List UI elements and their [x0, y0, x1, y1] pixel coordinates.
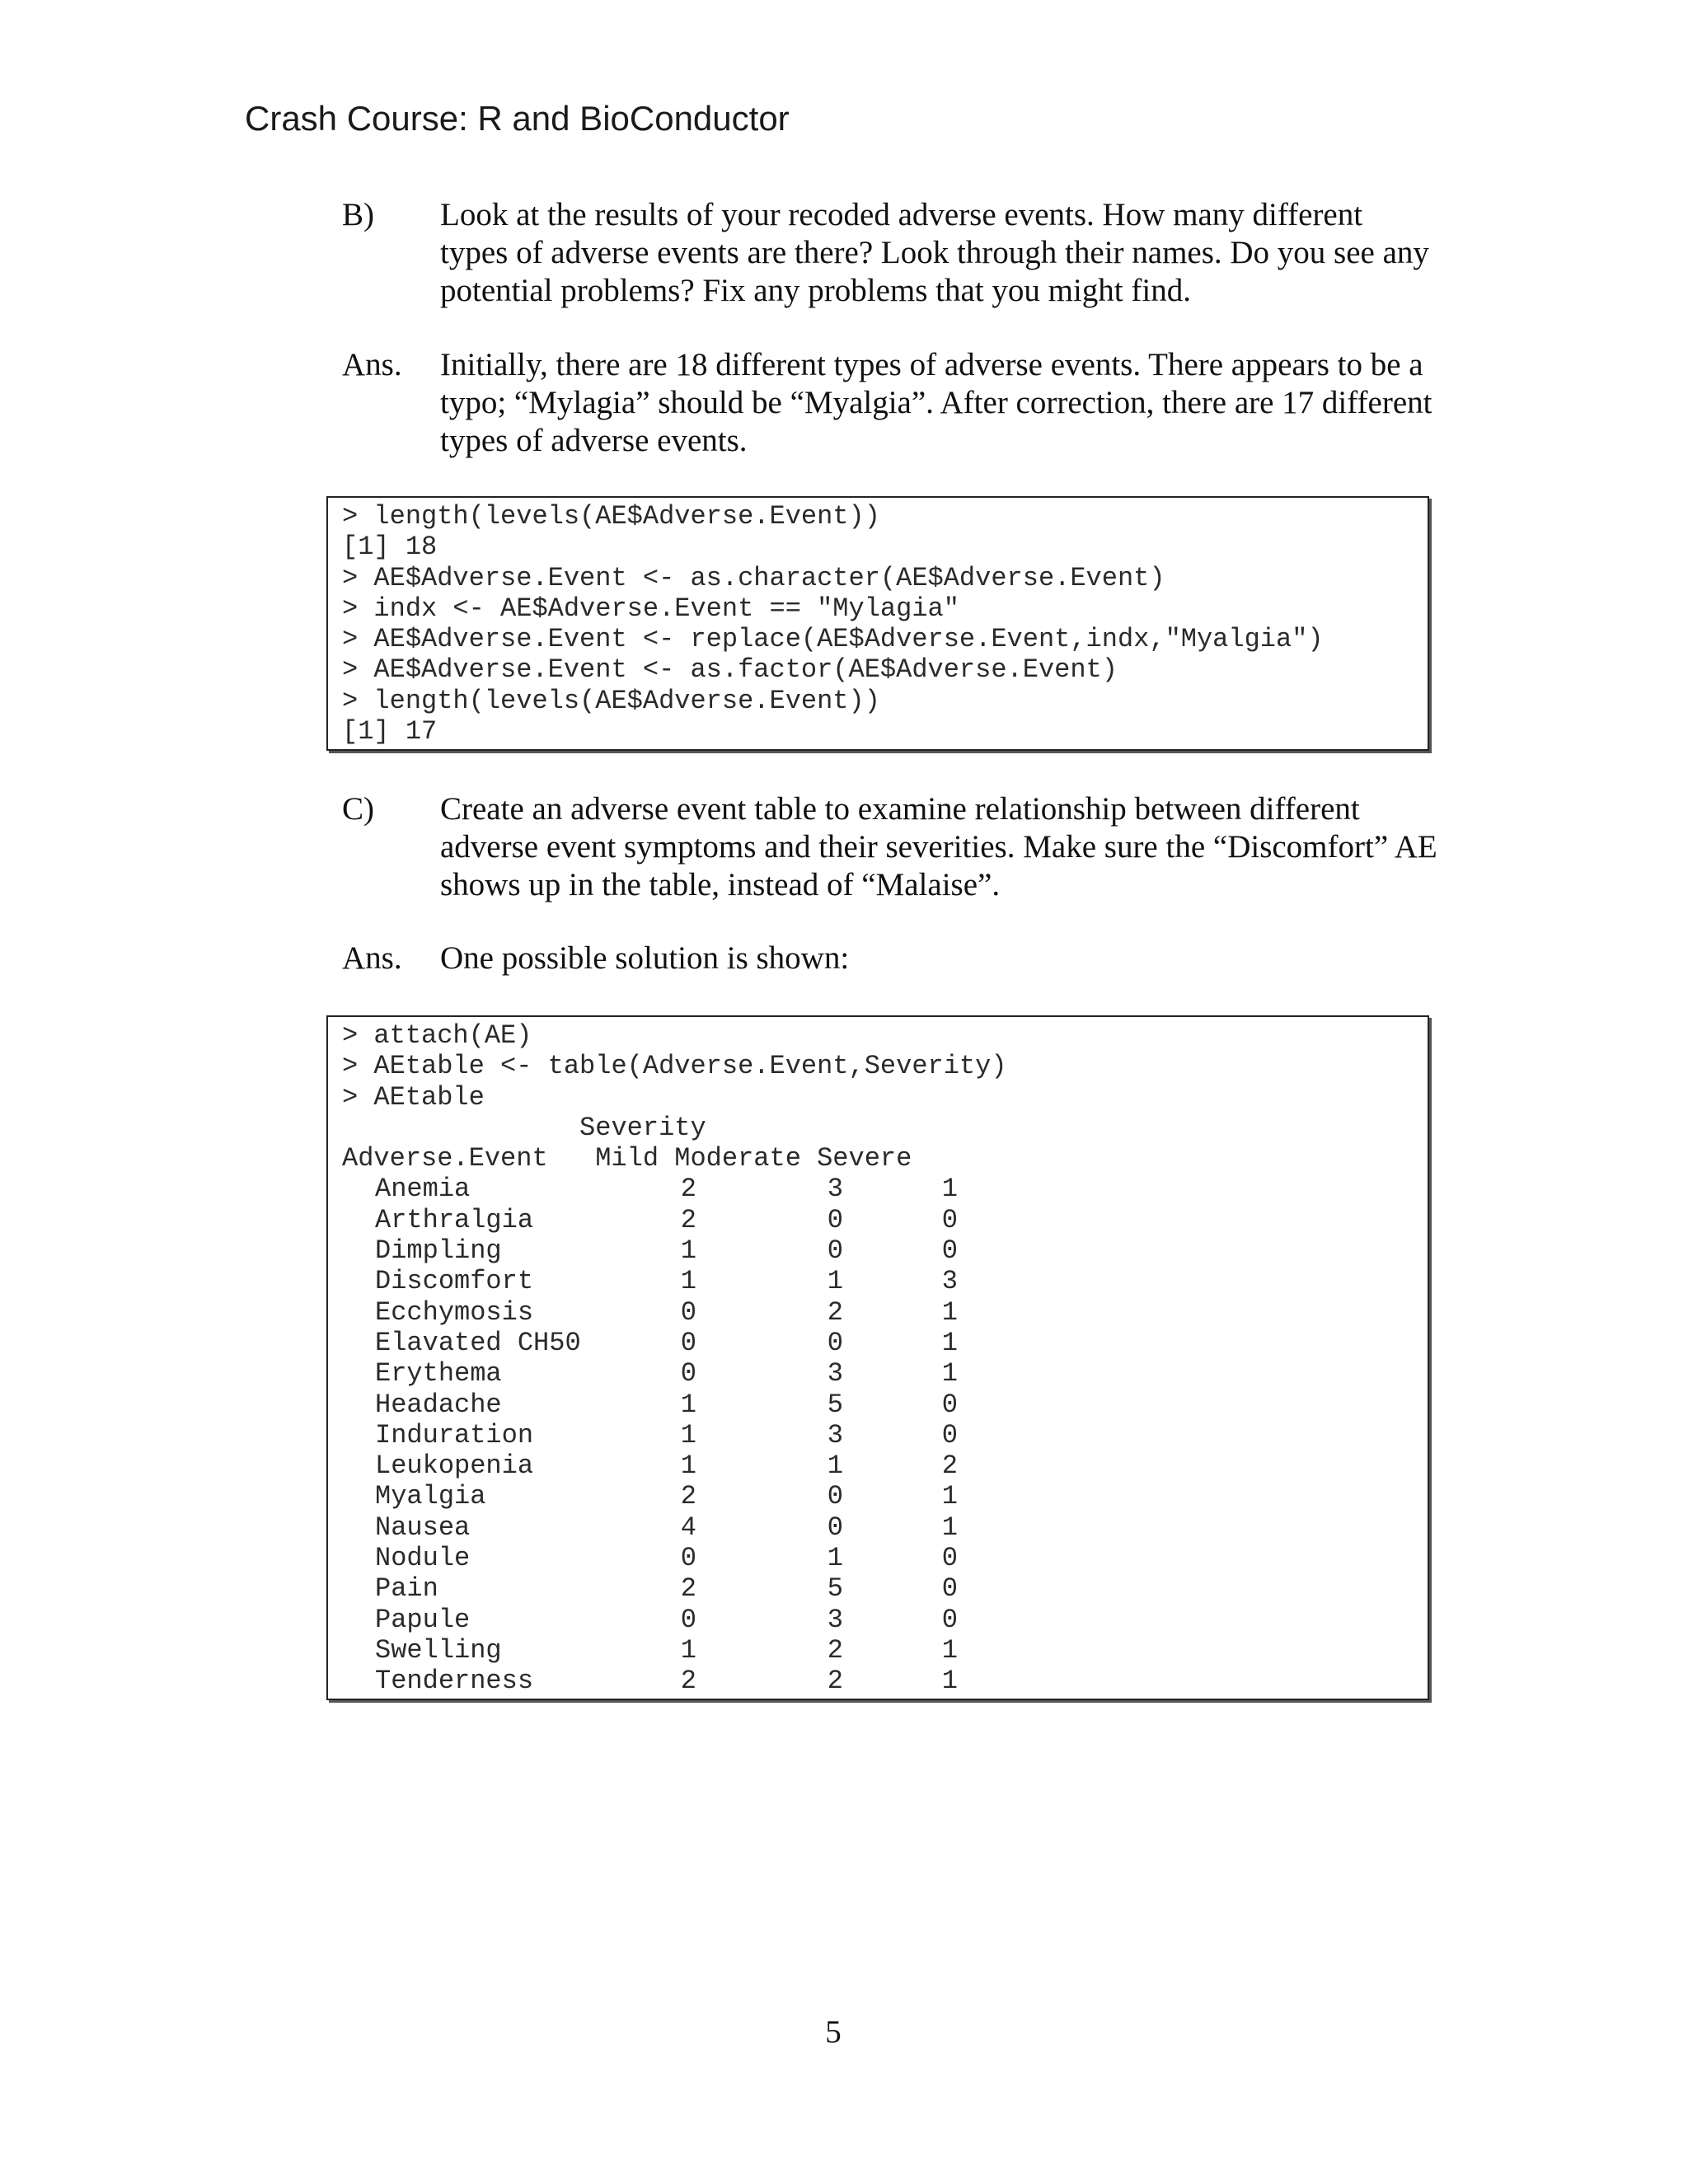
- event-name: Anemia: [375, 1174, 471, 1205]
- moderate-count: 0: [827, 1481, 843, 1512]
- event-name: Nausea: [375, 1511, 471, 1543]
- moderate-count: 5: [827, 1389, 843, 1420]
- mild-count: 1: [680, 1451, 696, 1482]
- code-line: > attach(AE): [342, 1020, 532, 1051]
- severe-count: 0: [941, 1204, 958, 1235]
- question-b-text: Look at the results of your recoded adverse events. How many different types of adverse events are there? Look through their names. Do you see any potential problems? Fix any problems that you might find.: [440, 197, 1429, 308]
- table-row: [342, 1174, 1428, 1204]
- answer-c: [342, 940, 1438, 977]
- event-name: Myalgia: [375, 1481, 486, 1512]
- mild-count: 1: [680, 1634, 696, 1666]
- mild-count: 0: [680, 1358, 696, 1390]
- severe-count: 1: [941, 1327, 958, 1358]
- severe-count: 0: [941, 1419, 958, 1451]
- table-row: [342, 1205, 1428, 1235]
- answer-b-label: Ans.: [342, 347, 402, 382]
- question-c: [342, 790, 1438, 904]
- question-c-label: C): [342, 791, 374, 827]
- moderate-count: 5: [827, 1573, 843, 1605]
- table-row: [342, 1512, 1428, 1543]
- table-row: [342, 1390, 1428, 1420]
- moderate-count: 0: [827, 1327, 843, 1358]
- event-name: Discomfort: [375, 1266, 534, 1297]
- mild-count: 1: [680, 1266, 696, 1297]
- severe-count: 0: [941, 1573, 958, 1605]
- moderate-count: 2: [827, 1634, 843, 1666]
- event-name: Elavated CH50: [375, 1327, 581, 1358]
- severe-count: 0: [941, 1235, 958, 1267]
- event-name: Headache: [375, 1389, 502, 1420]
- table-row: [342, 1358, 1428, 1389]
- moderate-count: 0: [827, 1511, 843, 1543]
- moderate-count: 1: [827, 1543, 843, 1574]
- code-line: > indx <- AE$Adverse.Event == "Mylagia": [342, 593, 959, 624]
- event-name: Nodule: [375, 1543, 471, 1574]
- severe-count: 1: [941, 1174, 958, 1205]
- question-b: [342, 196, 1438, 310]
- page-number: 5: [825, 2014, 842, 2050]
- moderate-count: 2: [827, 1296, 843, 1328]
- severe-count: 1: [941, 1666, 958, 1697]
- moderate-count: 0: [827, 1204, 843, 1235]
- mild-count: 1: [680, 1389, 696, 1420]
- question-b-label: B): [342, 197, 374, 232]
- mild-count: 0: [680, 1604, 696, 1635]
- code-line: > AE$Adverse.Event <- replace(AE$Adverse.Event,indx,"Myalgia"): [342, 624, 1324, 655]
- event-name: Leukopenia: [375, 1451, 534, 1482]
- table-row: [342, 1605, 1428, 1635]
- moderate-count: 1: [827, 1451, 843, 1482]
- table-row: [342, 1266, 1428, 1296]
- severe-count: 1: [941, 1511, 958, 1543]
- event-name: Arthralgia: [375, 1204, 534, 1235]
- table-row: [342, 1328, 1428, 1358]
- event-name: Papule: [375, 1604, 471, 1635]
- event-name: Induration: [375, 1419, 534, 1451]
- severe-count: 3: [941, 1266, 958, 1297]
- moderate-count: 0: [827, 1235, 843, 1267]
- moderate-count: 2: [827, 1666, 843, 1697]
- code-block-ae-table: [326, 1015, 1429, 1700]
- severe-count: 0: [941, 1389, 958, 1420]
- answer-b: [342, 346, 1438, 460]
- mild-count: 2: [680, 1481, 696, 1512]
- answer-c-label: Ans.: [342, 940, 402, 976]
- code-line: > AEtable: [342, 1081, 485, 1113]
- table-row: [342, 1543, 1428, 1573]
- mild-count: 0: [680, 1327, 696, 1358]
- code-line: > length(levels(AE$Adverse.Event)): [342, 685, 880, 716]
- severe-count: 1: [941, 1296, 958, 1328]
- table-row-header: Adverse.Event Mild Moderate Severe: [342, 1143, 912, 1174]
- mild-count: 2: [680, 1666, 696, 1697]
- moderate-count: 3: [827, 1358, 843, 1390]
- event-name: Swelling: [375, 1634, 502, 1666]
- code-line: [1] 17: [342, 716, 438, 748]
- table-column-header: Severity: [342, 1112, 706, 1143]
- code-line: > AE$Adverse.Event <- as.character(AE$Adverse.Event): [342, 562, 1165, 593]
- table-row: [342, 1573, 1428, 1604]
- severe-count: 1: [941, 1481, 958, 1512]
- code-line: > AE$Adverse.Event <- as.factor(AE$Adverse.Event): [342, 654, 1118, 686]
- table-row: [342, 1297, 1428, 1328]
- event-name: Tenderness: [375, 1666, 534, 1697]
- mild-count: 1: [680, 1419, 696, 1451]
- table-row: [342, 1635, 1428, 1666]
- table-row: [342, 1481, 1428, 1511]
- event-name: Pain: [375, 1573, 438, 1605]
- table-row: [342, 1666, 1428, 1696]
- answer-c-text: One possible solution is shown:: [440, 940, 850, 976]
- mild-count: 1: [680, 1235, 696, 1267]
- mild-count: 0: [680, 1543, 696, 1574]
- moderate-count: 3: [827, 1174, 843, 1205]
- mild-count: 2: [680, 1573, 696, 1605]
- table-row: [342, 1420, 1428, 1451]
- mild-count: 2: [680, 1204, 696, 1235]
- mild-count: 2: [680, 1174, 696, 1205]
- code-line: [1] 18: [342, 532, 438, 563]
- mild-count: 0: [680, 1296, 696, 1328]
- code-line: > length(levels(AE$Adverse.Event)): [342, 501, 880, 532]
- moderate-count: 3: [827, 1419, 843, 1451]
- moderate-count: 3: [827, 1604, 843, 1635]
- moderate-count: 1: [827, 1266, 843, 1297]
- question-c-text: Create an adverse event table to examine relationship between different adverse event symptoms and their severities. Make sure the “Discomfort” AE shows up in the table, instead of “Malaise”.: [440, 791, 1437, 902]
- severe-count: 2: [941, 1451, 958, 1482]
- event-name: Ecchymosis: [375, 1296, 534, 1328]
- table-row: [342, 1235, 1428, 1266]
- severe-count: 1: [941, 1358, 958, 1390]
- severe-count: 0: [941, 1604, 958, 1635]
- table-row: [342, 1451, 1428, 1481]
- code-line: > AEtable <- table(Adverse.Event,Severity): [342, 1051, 1007, 1082]
- severe-count: 0: [941, 1543, 958, 1574]
- code-block-recode: [326, 496, 1429, 751]
- event-name: Dimpling: [375, 1235, 502, 1267]
- mild-count: 4: [680, 1511, 696, 1543]
- answer-b-text: Initially, there are 18 different types of adverse events. There appears to be a typo; “Mylagia” should be “Myalgia”. After correction, there are 17 different types of adverse events.: [440, 347, 1432, 458]
- running-header: Crash Course: R and BioConductor: [245, 99, 790, 138]
- event-name: Erythema: [375, 1358, 502, 1390]
- severe-count: 1: [941, 1634, 958, 1666]
